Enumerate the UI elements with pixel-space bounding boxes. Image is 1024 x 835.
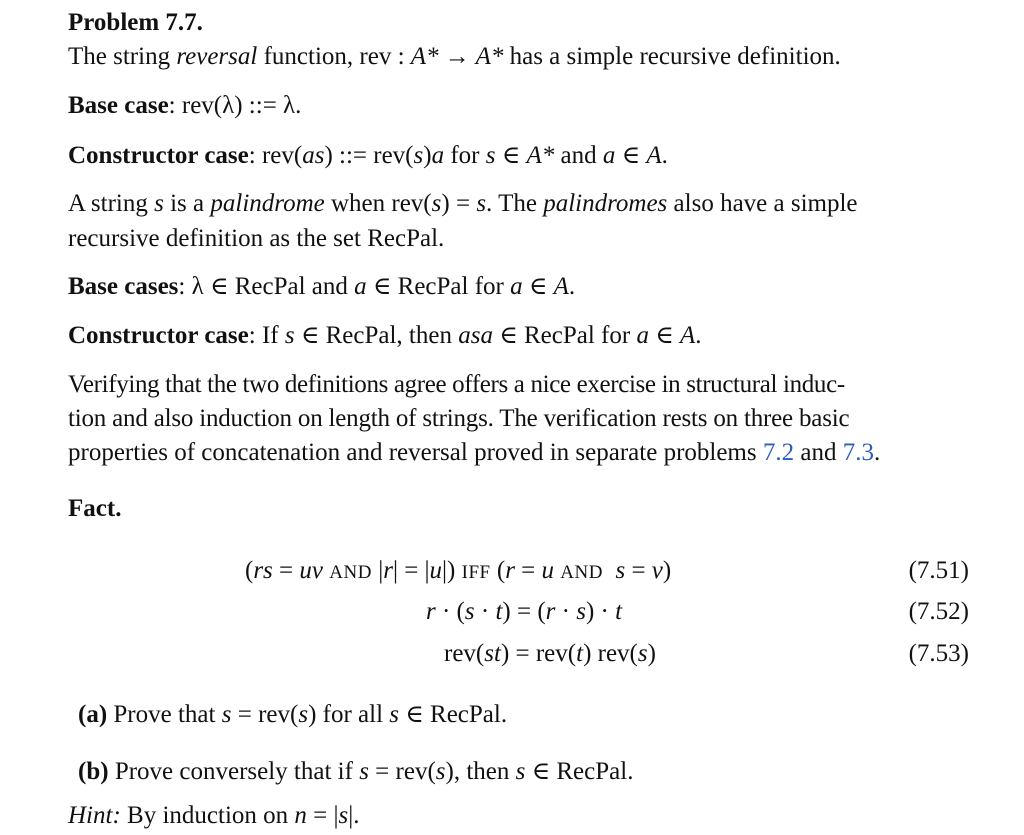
text: ∈ RecPal. [399, 701, 508, 728]
eq-text: | = | [392, 557, 430, 584]
constructor-case-line [68, 143, 668, 168]
eq-var: v [651, 557, 663, 584]
eq-and: AND [560, 562, 603, 583]
text: ∈ [615, 142, 647, 169]
text: Prove conversely that if [108, 758, 360, 785]
text: ∈ RecPal for [366, 273, 511, 300]
eq-text: ) [647, 640, 656, 667]
equation-7-51 [245, 558, 671, 583]
palindrome-line-2: recursive definition as the set RecPal. [68, 225, 445, 252]
eq-iff: IFF [461, 562, 491, 583]
eq-var: r [383, 557, 393, 584]
eq-text: ) rev( [583, 640, 638, 667]
equation-7-52 [426, 599, 622, 624]
math-var: A* [526, 142, 555, 169]
intro-text: The string [68, 43, 177, 70]
eq-text [603, 557, 616, 584]
eq-text: · ( [435, 598, 465, 625]
text: when rev( [324, 190, 432, 217]
part-a-line [78, 702, 507, 727]
eq-text: · [474, 598, 496, 625]
base-case-line [68, 93, 301, 118]
text: . The [486, 190, 544, 217]
eq-var: s [464, 598, 475, 625]
math-var: s [359, 758, 369, 785]
text: : rev( [248, 142, 303, 169]
eq-var: uv [299, 557, 324, 584]
math-var: s [284, 322, 295, 349]
text: ∈ RecPal. [525, 758, 634, 785]
eq-var: s [576, 598, 586, 625]
math-var: s [515, 758, 526, 785]
eq-text: = [272, 557, 300, 584]
text: . [568, 273, 576, 300]
text: = | [306, 802, 339, 829]
eq-var: u [429, 557, 443, 584]
text: ∈ [522, 273, 554, 300]
constructor-case-2-line [68, 323, 701, 348]
problem-7-3-link[interactable]: 7.3 [842, 439, 874, 466]
equation-number: (7.52) [908, 598, 969, 625]
base-case-text: : rev(λ) ::= λ. [168, 92, 302, 119]
math-var: s [298, 701, 309, 728]
math-var: A [553, 273, 569, 300]
intro-line [68, 44, 841, 69]
text: : λ ∈ RecPal and [178, 273, 355, 300]
intro-text: function, rev : [257, 43, 411, 70]
math-var: a [510, 273, 523, 300]
eq-var: rs [253, 557, 273, 584]
eq-text: = [514, 557, 542, 584]
text: = rev( [231, 701, 299, 728]
text: ∈ RecPal, then [294, 322, 459, 349]
math-var: s [154, 190, 164, 217]
intro-text: has a simple recursive definition. [503, 43, 841, 70]
math-var: s [476, 190, 487, 217]
eq-var: t [495, 598, 503, 625]
text: = rev( [368, 758, 436, 785]
eq-text: ( [490, 557, 506, 584]
math-var: s [338, 802, 349, 829]
text: ∈ [495, 142, 527, 169]
base-cases-label: Base cases [68, 273, 179, 300]
text: ∈ RecPal for [492, 322, 637, 349]
text: Prove that [107, 701, 222, 728]
math-var: s [413, 142, 424, 169]
part-a-label: (a) [78, 701, 108, 728]
eq-text: ) = rev( [500, 640, 577, 667]
eq-var: s [637, 640, 648, 667]
math-var: A [646, 142, 662, 169]
math-var: s [431, 190, 442, 217]
math-var: s [485, 142, 496, 169]
eq-text: ( [245, 557, 254, 584]
math-var: A [679, 322, 696, 349]
equation-number: (7.51) [908, 557, 969, 584]
verify-line-3 [68, 440, 880, 465]
problem-title: Problem 7.7. [68, 9, 203, 36]
problem-7-2-link[interactable]: 7.2 [762, 439, 795, 466]
reversal-term: reversal [176, 43, 258, 70]
text: for [444, 142, 486, 169]
eq-var: u [541, 557, 555, 584]
eq-var: r [545, 598, 556, 625]
rev-signature: A* → A* [410, 43, 504, 70]
text: ) ::= rev( [324, 142, 414, 169]
math-var: a [636, 322, 649, 349]
eq-text: rev( [444, 640, 485, 667]
eq-text: ) · [585, 598, 616, 625]
text: ) = [441, 190, 477, 217]
text: and [794, 439, 843, 466]
eq-text: | [371, 557, 384, 584]
eq-var: r [426, 598, 436, 625]
text: is a [163, 190, 211, 217]
text: ) for all [308, 701, 390, 728]
palindrome-term: palindrome [210, 190, 325, 217]
text: . [873, 439, 881, 466]
base-case-label: Base case [68, 92, 169, 119]
constructor-case-label: Constructor case [68, 142, 249, 169]
text: . [661, 142, 668, 169]
eq-text: ) [662, 557, 672, 584]
text: A string [68, 190, 155, 217]
part-b-label: (b) [78, 758, 109, 785]
palindrome-line-1 [68, 191, 858, 216]
hint-line [68, 803, 360, 828]
base-cases-line [68, 274, 575, 299]
text: By induction on [120, 802, 295, 829]
eq-and: AND [329, 562, 372, 583]
math-var: n [294, 802, 307, 829]
eq-text: |) [442, 557, 462, 584]
math-var: s [221, 701, 232, 728]
eq-var: st [484, 640, 501, 667]
eq-var: s [615, 557, 626, 584]
text: . [695, 322, 702, 349]
text: ) [423, 142, 432, 169]
equation-number: (7.53) [908, 640, 969, 667]
hint-label: Hint: [68, 802, 121, 829]
math-var: s [389, 701, 400, 728]
equation-7-53 [444, 641, 656, 666]
text: and [554, 142, 603, 169]
constructor-case-label: Constructor case [68, 322, 249, 349]
math-var: as [302, 142, 325, 169]
math-var: a [354, 273, 367, 300]
eq-var: t [576, 640, 584, 667]
text: properties of concatenation and reversal proved in separate problems [68, 439, 763, 466]
text: |. [348, 802, 360, 829]
fact-title: Fact. [68, 495, 122, 522]
verify-line-1: Verifying that the two definitions agree offers a nice exercise in structural induc- [68, 371, 845, 398]
eq-var: t [615, 598, 623, 625]
math-var: asa [458, 322, 493, 349]
eq-text: ) = ( [502, 598, 546, 625]
text: ), then [445, 758, 516, 785]
text: ∈ [648, 322, 680, 349]
palindromes-term: palindromes [543, 190, 668, 217]
math-var: a [431, 142, 445, 169]
eq-text: = [625, 557, 652, 584]
part-b-line [78, 759, 633, 784]
text: also have a simple [667, 190, 858, 217]
text: : If [248, 322, 285, 349]
eq-var: r [505, 557, 515, 584]
math-var: s [435, 758, 446, 785]
verify-line-2: tion and also induction on length of strings. The verification rests on three basic [68, 405, 850, 432]
math-var: a [602, 142, 616, 169]
eq-text: · [555, 598, 577, 625]
